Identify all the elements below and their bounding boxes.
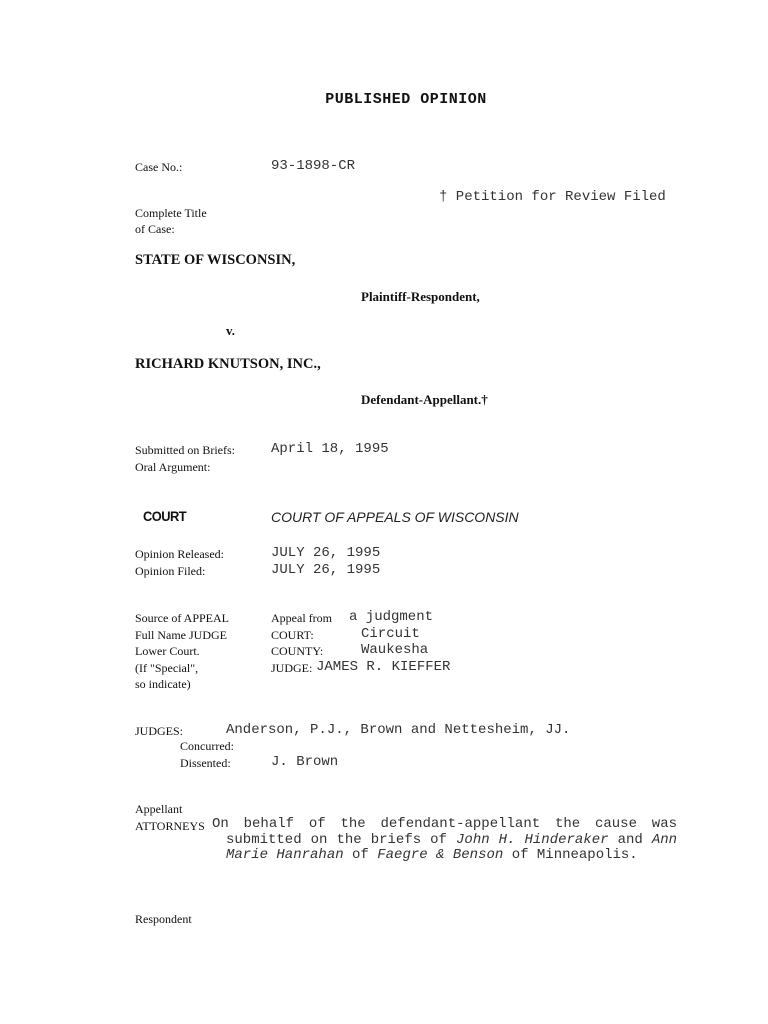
dissented-label: Dissented: <box>180 756 231 770</box>
attorneys-label: ATTORNEYS <box>135 819 205 833</box>
judge-label: JUDGE: <box>271 661 313 675</box>
versus: v. <box>226 323 236 338</box>
opinion-filed-date: JULY 26, 1995 <box>271 562 381 578</box>
attorneys-text-part3: of <box>352 847 369 863</box>
submitted-date: April 18, 1995 <box>271 441 389 457</box>
complete-title-label: Complete Title <box>135 206 207 220</box>
defendant-name: RICHARD KNUTSON, INC., <box>135 356 321 372</box>
plaintiff-role: Plaintiff-Respondent, <box>361 289 480 304</box>
respondent-label: Respondent <box>135 912 192 926</box>
plaintiff-name: STATE OF WISCONSIN, <box>135 252 296 268</box>
appeal-from-value: a judgment <box>349 609 434 625</box>
judges-value: Anderson, P.J., Brown and Nettesheim, JJ. <box>226 722 571 738</box>
opinion-filed-label: Opinion Filed: <box>135 564 206 578</box>
case-no-value: 93-1898-CR <box>271 158 356 174</box>
court-name: COURT OF APPEALS OF WISCONSIN <box>271 509 519 525</box>
page-title: PUBLISHED OPINION <box>325 91 487 108</box>
attorney-name-1: John H. Hinderaker <box>456 831 609 848</box>
attorney-name-2: Ann Marie Hanrahan <box>226 831 678 863</box>
opinion-released-label: Opinion Released: <box>135 547 224 561</box>
court-type-value: Circuit <box>361 626 420 642</box>
judge-value: JAMES R. KIEFFER <box>316 659 451 675</box>
petition-note: † Petition for Review Filed <box>439 189 666 205</box>
submitted-label: Submitted on Briefs: <box>135 443 235 457</box>
attorneys-text-part1: On behalf of the defendant-appellant the cause was submitted on the briefs of <box>212 816 677 848</box>
attorneys-text-part2: and <box>617 831 643 848</box>
appellant-label: Appellant <box>135 802 183 816</box>
attorneys-text-part4: of Minneapolis. <box>511 847 638 863</box>
of-case-label: of Case: <box>135 222 175 236</box>
appellant-attorneys-text <box>212 816 678 864</box>
judges-label: JUDGES: <box>135 724 184 738</box>
defendant-role: Defendant-Appellant.† <box>361 392 488 407</box>
case-no-label: Case No.: <box>135 160 183 174</box>
court-label: COURT <box>143 508 187 524</box>
full-name-judge-label: Full Name JUDGE <box>135 628 227 642</box>
so-indicate-label: so indicate) <box>135 677 191 691</box>
dissented-value: J. Brown <box>271 754 339 770</box>
special-label: (If "Special", <box>135 661 199 675</box>
oral-argument-label: Oral Argument: <box>135 460 211 474</box>
county-value: Waukesha <box>361 642 429 658</box>
source-of-appeal-label: Source of APPEAL <box>135 611 229 625</box>
opinion-released-date: JULY 26, 1995 <box>271 545 381 561</box>
law-firm-name: Faegre & Benson <box>377 847 504 863</box>
appeal-from-label: Appeal from <box>271 611 332 625</box>
court-type-label: COURT: <box>271 628 314 642</box>
lower-court-label: Lower Court. <box>135 644 200 658</box>
county-label: COUNTY: <box>271 644 324 658</box>
concurred-label: Concurred: <box>180 739 234 753</box>
